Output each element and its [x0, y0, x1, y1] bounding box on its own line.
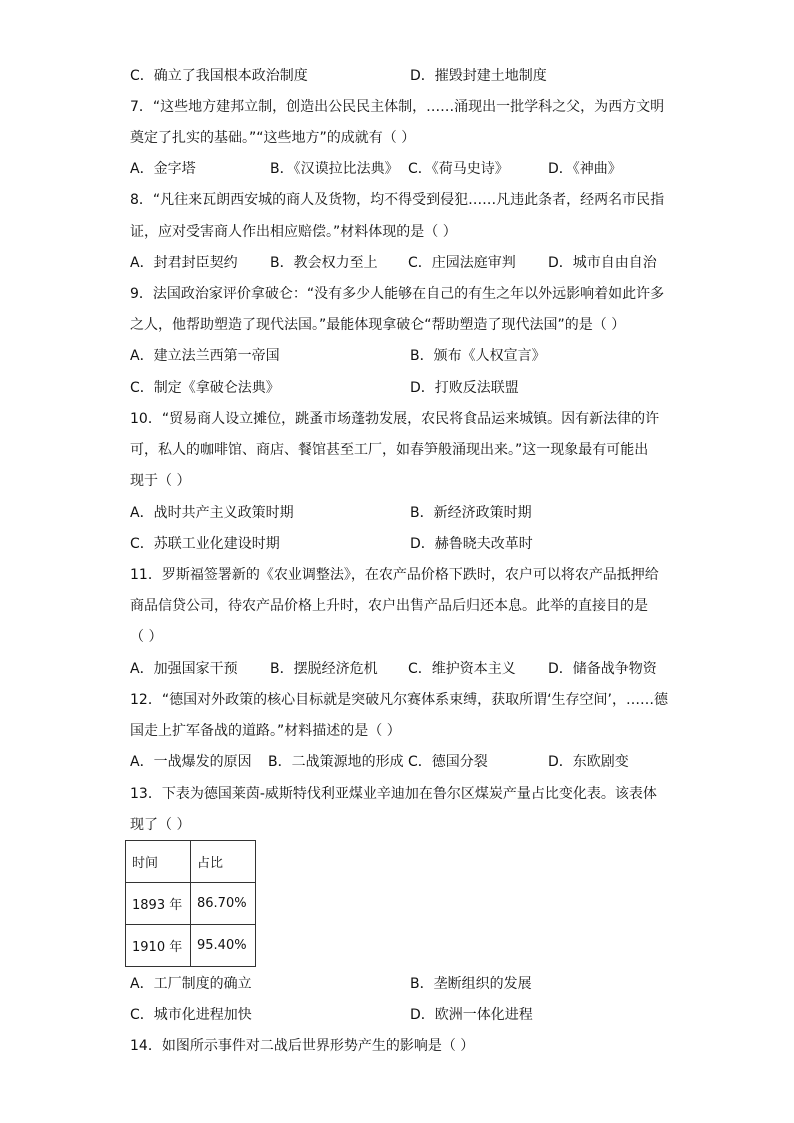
q8-option-d: D．城市自由自治 — [548, 255, 657, 271]
q8-stem-line-2: 证，应对受害商人作出相应赔偿。”材料体现的是（ ） — [130, 224, 457, 240]
q7-stem-line-2: 奠定了扎实的基础。”“这些地方”的成就有（ ） — [130, 130, 416, 146]
q9-stem-line-1: 9．法国政治家评价拿破仑：“没有多少人能够在自己的有生之年以外远影响着如此许多 — [130, 286, 665, 302]
q13-option-a: A．工厂制度的确立 — [130, 976, 252, 992]
q8-option-a: A．封君封臣契约 — [130, 255, 238, 271]
q13-stem-line-2: 现了（ ） — [130, 817, 191, 833]
q12-option-c: C．德国分裂 — [408, 754, 488, 770]
q10-stem-line-2: 可，私人的咖啡馆、商店、餐馆甚至工厂，如春笋般涌现出来。”这一现象最有可能出 — [130, 442, 649, 458]
q7-stem-line-1: 7．“这些地方建邦立制，创造出公民民主体制，……涌现出一批学科之父，为西方文明 — [130, 99, 665, 115]
q9-option-a: A．建立法兰西第一帝国 — [130, 348, 280, 364]
q12-option-d: D．东欧剧变 — [548, 754, 629, 770]
q11-stem-line-1: 11．罗斯福签署新的《农业调整法》，在农产品价格下跌时，农户可以将农产品抵押给 — [130, 567, 659, 583]
coal-share-table — [125, 840, 256, 967]
table-header-cell: 占比 — [191, 841, 256, 883]
q9-stem-line-2: 之人，他帮助塑造了现代法国。”最能体现拿破仑“帮助塑造了现代法国”的是（ ） — [130, 317, 626, 333]
q11-option-a: A．加强国家干预 — [130, 661, 238, 677]
q11-option-d: D．储备战争物资 — [548, 661, 657, 677]
q11-stem-line-3: （ ） — [130, 629, 163, 645]
table-row — [126, 883, 256, 925]
q7-option-c: C．《荷马史诗》 — [408, 161, 509, 177]
table-cell-share: 95.40% — [191, 925, 256, 967]
q9-option-d: D．打败反法联盟 — [410, 380, 519, 396]
q12-option-a: A．一战爆发的原因 — [130, 754, 252, 770]
q10-option-c: C．苏联工业化建设时期 — [130, 536, 280, 552]
q12-stem-line-2: 国走上扩军备战的道路。”材料描述的是（ ） — [130, 723, 401, 739]
q11-stem-line-2: 商品信贷公司，待农产品价格上升时，农户出售产品后归还本息。此举的直接目的是 — [130, 598, 648, 614]
table-header-cell: 时间 — [126, 841, 191, 883]
q6-option-d: D．摧毁封建土地制度 — [410, 68, 547, 84]
q11-option-b: B．摆脱经济危机 — [270, 661, 378, 677]
q14-stem-line-1: 14．如图所示事件对二战后世界形势产生的影响是（ ） — [130, 1038, 475, 1054]
q10-stem-line-3: 现于（ ） — [130, 473, 191, 489]
q7-option-a: A．金字塔 — [130, 161, 196, 177]
table-header-row — [126, 841, 256, 883]
q8-stem-line-1: 8．“凡往来瓦朗西安城的商人及货物，均不得受到侵犯……凡违此条者，经两名市民指 — [130, 192, 665, 208]
q6-option-c: C．确立了我国根本政治制度 — [130, 68, 308, 84]
q11-option-c: C．维护资本主义 — [408, 661, 516, 677]
q8-option-b: B．教会权力至上 — [270, 255, 378, 271]
table-row — [126, 925, 256, 967]
q10-option-d: D．赫鲁晓夫改革时 — [410, 536, 533, 552]
q8-option-c: C．庄园法庭审判 — [408, 255, 516, 271]
table-cell-year: 1910 年 — [126, 925, 191, 967]
q9-option-c: C．制定《拿破仑法典》 — [130, 380, 280, 396]
q10-option-a: A．战时共产主义政策时期 — [130, 505, 294, 521]
q12-option-b: B．二战策源地的形成 — [268, 754, 404, 770]
q13-option-b: B．垄断组织的发展 — [410, 976, 532, 992]
q13-option-c: C．城市化进程加快 — [130, 1007, 252, 1023]
q13-stem-line-1: 13．下表为德国莱茵-威斯特伐利亚煤业辛迪加在鲁尔区煤炭产量占比变化表。该表体 — [130, 786, 657, 802]
table-cell-share: 86.70% — [191, 883, 256, 925]
table-cell-year: 1893 年 — [126, 883, 191, 925]
q10-option-b: B．新经济政策时期 — [410, 505, 532, 521]
q7-option-b: B．《汉谟拉比法典》 — [270, 161, 399, 177]
q13-option-d: D．欧洲一体化进程 — [410, 1007, 533, 1023]
q12-stem-line-1: 12．“德国对外政策的核心目标就是突破凡尔赛体系束缚，获取所谓‘生存空间’，……德 — [130, 692, 668, 708]
q10-stem-line-1: 10．“贸易商人设立摊位，跳蚤市场蓬勃发展，农民将食品运来城镇。因有新法律的许 — [130, 411, 660, 427]
q9-option-b: B．颁布《人权宣言》 — [410, 348, 546, 364]
q7-option-d: D．《神曲》 — [548, 161, 622, 177]
